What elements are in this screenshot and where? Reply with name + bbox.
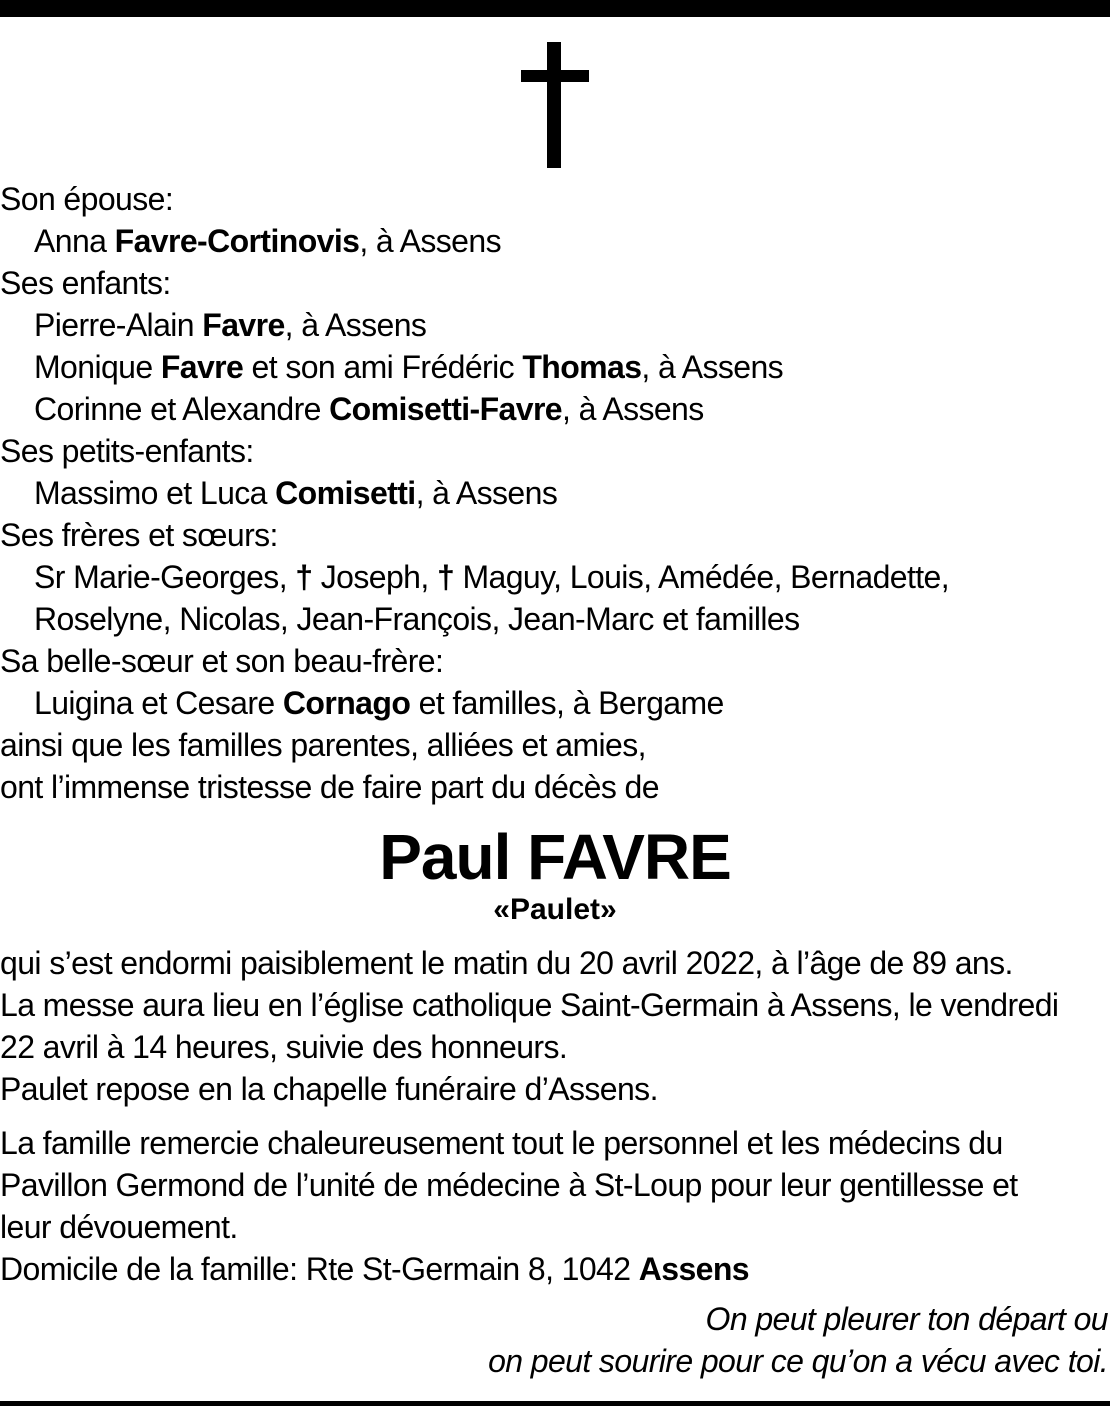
inlaws-label: Sa belle-sœur et son beau-frère: [0,643,444,679]
spouse-label: Son épouse: [0,181,174,217]
thanks-line: La famille remercie chaleureusement tout le personnel et les médecins du [0,1125,1003,1161]
child-entry: Corinne et Alexandre Comisetti-Favre, à Assens [34,391,704,427]
child-entry: Monique Favre et son ami Frédéric Thomas, à Assens [34,349,784,385]
notice-line: La messe aura lieu en l’église catholique Saint-Germain à Assens, le vendredi [0,987,1059,1023]
notice-line: 22 avril à 14 heures, suivie des honneurs. [0,1029,568,1065]
thanks-line: leur dévouement. [0,1209,238,1245]
siblings-entry-continued: Roselyne, Nicolas, Jean-François, Jean-Marc et familles [34,601,800,637]
obituary-body [0,178,1110,1382]
closing-line: ainsi que les familles parentes, alliées et amies, [0,727,646,763]
siblings-entry: Sr Marie-Georges, † Joseph, † Maguy, Louis, Amédée, Bernadette, [34,559,950,595]
family-address: Domicile de la famille: Rte St-Germain 8, 1042 Assens [0,1251,749,1287]
deceased-nickname: «Paulet» [493,893,617,926]
closing-quote: on peut sourire pour ce qu’on a vécu avec toi. [488,1343,1108,1379]
spouse-entry: Anna Favre-Cortinovis, à Assens [34,223,501,259]
closing-line: ont l’immense tristesse de faire part du décès de [0,769,659,805]
small-cross-icon: † [436,559,455,595]
grandchildren-label: Ses petits-enfants: [0,433,254,469]
inlaws-entry: Luigina et Cesare Cornago et familles, à Bergame [34,685,724,721]
latin-cross-icon [521,42,589,168]
notice-line: qui s’est endormi paisiblement le matin du 20 avril 2022, à l’âge de 89 ans. [0,945,1013,981]
small-cross-icon: † [295,559,313,595]
siblings-label: Ses frères et sœurs: [0,517,278,553]
notice-line: Paulet repose en la chapelle funéraire d’Assens. [0,1071,658,1107]
children-label: Ses enfants: [0,265,171,301]
child-entry: Pierre-Alain Favre, à Assens [34,307,427,343]
bottom-rule [0,1401,1110,1406]
closing-quote: On peut pleurer ton départ ou [705,1301,1108,1337]
deceased-name: Paul FAVRE [379,821,731,893]
grandchildren-entry: Massimo et Luca Comisetti, à Assens [34,475,558,511]
top-rule [0,0,1110,17]
thanks-line: Pavillon Germond de l’unité de médecine à St-Loup pour leur gentillesse et [0,1167,1018,1203]
